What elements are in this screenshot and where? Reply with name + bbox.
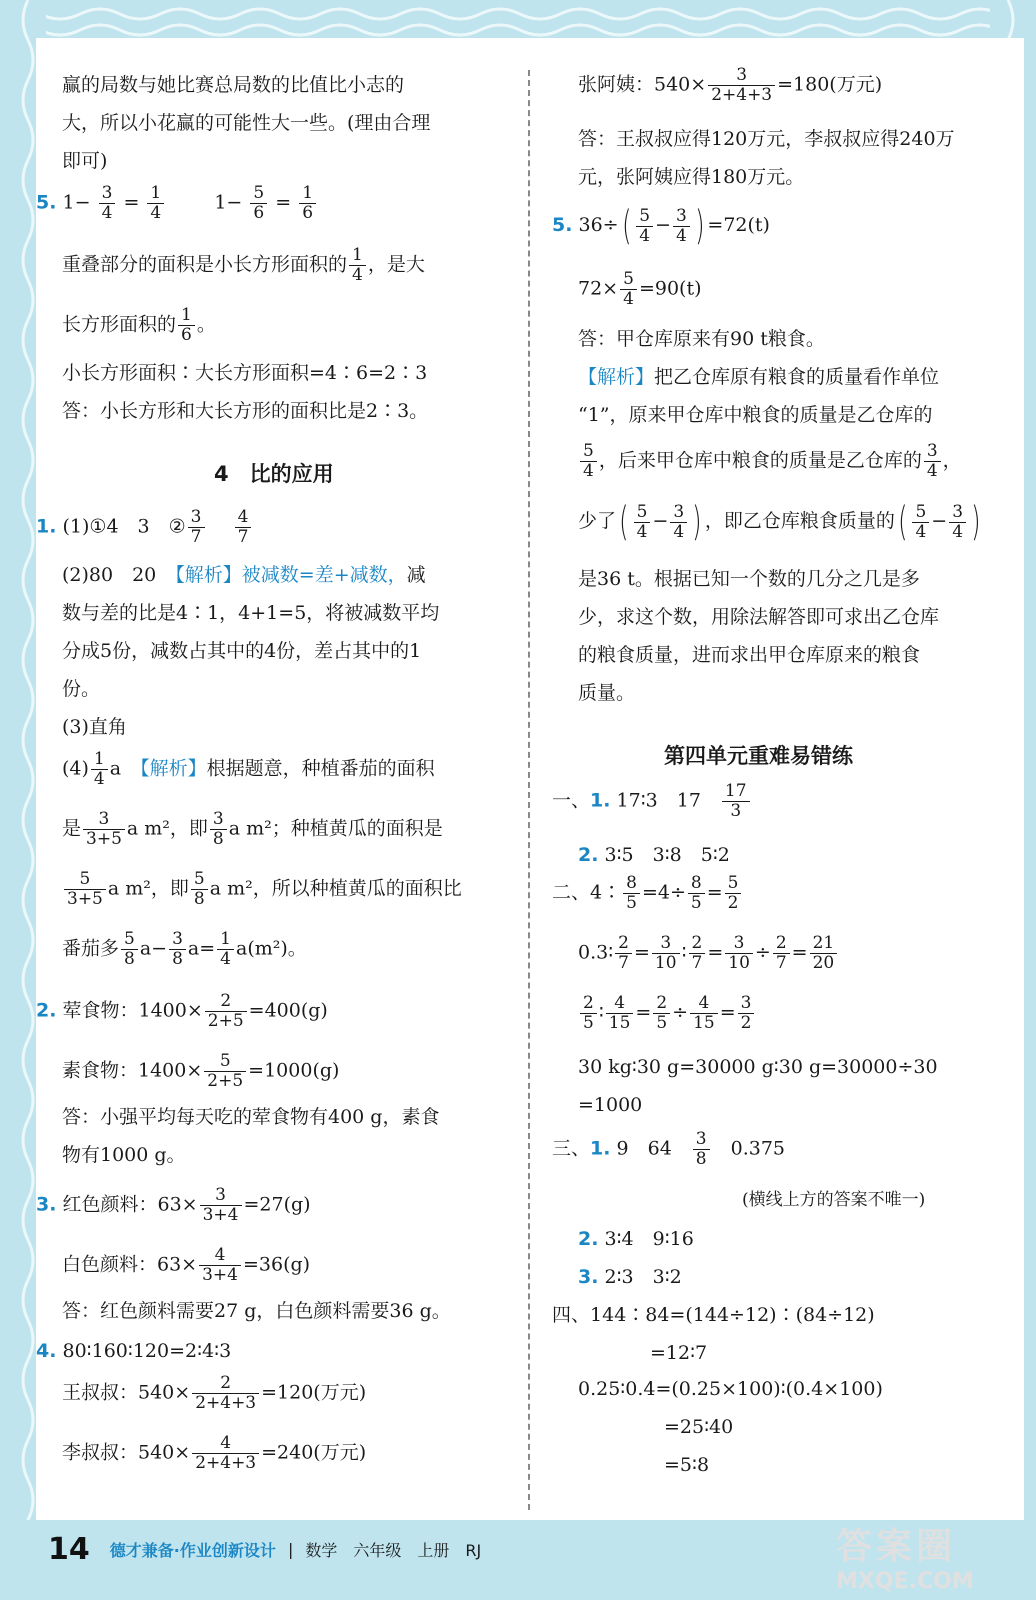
text-line: 0.3∶ $\frac{2}{7}$ = $\frac{3}{10}$ ∶ $\frac{2}{7}$ = $\frac{3}{10}$ ÷ $\frac{2}{7}$ = $\frac{21}{20}$ bbox=[578, 934, 839, 973]
text-line: 李叔叔：540× $\frac{4}{2+4+3}$ =240(万元) bbox=[62, 1433, 367, 1473]
question-number: 3. bbox=[578, 1266, 599, 1288]
fraction: $\frac{3}{8}$ bbox=[693, 1130, 710, 1169]
expr: 1− bbox=[214, 191, 243, 214]
text-line: 0.25∶0.4=(0.25×100)∶(0.4×100) bbox=[578, 1378, 883, 1400]
text-line: 是36 t。根据已知一个数的几分之几是多 bbox=[578, 568, 920, 590]
text-line: 4. 80∶160∶120=2∶4∶3 bbox=[36, 1340, 232, 1362]
text-line: 一、1. 17∶3 17 $\frac{17}{3}$ bbox=[552, 782, 752, 821]
text-line: 白色颜料：63× $\frac{4}{3+4}$ =36(g) bbox=[62, 1245, 311, 1285]
text-line: 少，求这个数，用除法解答即可求出乙仓库 bbox=[578, 606, 940, 628]
fraction: $\frac{2}{2+4+3}$ bbox=[192, 1374, 259, 1413]
page-number: 14 bbox=[48, 1532, 90, 1567]
watermark-logo bbox=[836, 1518, 1006, 1594]
expr: = bbox=[123, 191, 140, 214]
fraction: $\frac{5}{4}$ bbox=[636, 207, 653, 246]
question-number: 1. bbox=[590, 789, 611, 812]
parenthesis: ) bbox=[692, 499, 702, 545]
text-line: 三、1. 9 64 $\frac{3}{8}$ 0.375 bbox=[552, 1129, 786, 1169]
question-number: 2. bbox=[578, 844, 599, 866]
fraction: $\frac{4}{15}$ bbox=[690, 994, 718, 1033]
text-line: =5∶8 bbox=[664, 1454, 710, 1476]
text-line: (3)直角 bbox=[62, 716, 127, 738]
column-divider bbox=[528, 70, 530, 1510]
subject-info: 数学 六年级 上册 RJ bbox=[305, 1541, 482, 1560]
question-number: 4. bbox=[36, 1340, 57, 1362]
series-title: 德才兼备·作业创新设计 bbox=[109, 1541, 276, 1560]
text-line: 二、4∶ $\frac{8}{5}$ =4÷ $\frac{8}{5}$ = $\frac{5}{2}$ bbox=[552, 874, 743, 913]
question-number: 2. bbox=[578, 1228, 599, 1250]
fraction: $\frac{1}{4}$ bbox=[91, 750, 108, 789]
fraction: $\frac{3}{3+4}$ bbox=[200, 1186, 242, 1225]
text-line: 2. 3∶4 9∶16 bbox=[578, 1228, 694, 1250]
fraction: $\frac{2}{5}$ bbox=[580, 994, 597, 1033]
text-line: 的粮食质量，进而求出甲仓库原来的粮食 bbox=[578, 644, 921, 666]
question-number: 1. bbox=[590, 1137, 611, 1160]
fraction: $\frac{1}{4}$ bbox=[217, 930, 234, 969]
fraction: $\frac{4}{3+4}$ bbox=[199, 1246, 241, 1285]
fraction: $\frac{3}{10}$ bbox=[725, 934, 753, 973]
text-line: 质量。 bbox=[578, 682, 636, 704]
fraction: $\frac{2}{7}$ bbox=[773, 934, 790, 973]
text-line: 即可) bbox=[62, 150, 108, 172]
text-line: 答：红色颜料需要27 g，白色颜料需要36 g。 bbox=[62, 1300, 451, 1322]
fraction: $\frac{2}{2+5}$ bbox=[205, 992, 247, 1031]
fraction: $\frac{1}{6}$ bbox=[178, 306, 195, 345]
parenthesis: ) bbox=[694, 203, 705, 249]
text-line: 3. 红色颜料：63× $\frac{3}{3+4}$ =27(g) bbox=[36, 1185, 311, 1225]
fraction: $\frac{3}{2+4+3}$ bbox=[708, 66, 775, 105]
text-line: 大，所以小花赢的可能性大一些。(理由合理 bbox=[62, 112, 431, 134]
text-line: 答：王叔叔应得120万元，李叔叔应得240万 bbox=[578, 128, 955, 150]
text-line: 番茄多 $\frac{5}{8}$ a− $\frac{3}{8}$ a= $\frac{1}{4}$ a(m²)。 bbox=[62, 929, 307, 969]
fraction: $\frac{5}{2}$ bbox=[725, 874, 742, 913]
text-line: 分成5份，减数占其中的4份，差占其中的1 bbox=[62, 640, 422, 662]
text-line: 72× $\frac{5}{4}$ =90(t) bbox=[578, 269, 702, 309]
text-line: 张阿姨：540× $\frac{3}{2+4+3}$ =180(万元) bbox=[578, 65, 883, 105]
expr: = bbox=[275, 191, 292, 214]
text-line: 四、144∶84=(144÷12)∶(84÷12) bbox=[552, 1304, 875, 1326]
text-line: =1000 bbox=[578, 1094, 643, 1116]
fraction: $\frac{5}{2+5}$ bbox=[204, 1052, 246, 1091]
text-line: 2. 3∶5 3∶8 5∶2 bbox=[578, 844, 730, 866]
fraction: $\frac{1}{4}$ bbox=[147, 184, 164, 223]
unit-title: 第四单元重难易错练 bbox=[664, 744, 853, 768]
text-line: $\frac{2}{5}$ ∶ $\frac{4}{15}$ = $\frac{2}{5}$ ÷ $\frac{4}{15}$ = $\frac{3}{2}$ bbox=[578, 994, 756, 1033]
text-line: 答：甲仓库原来有90 t粮食。 bbox=[578, 328, 825, 350]
fraction: $\frac{5}{8}$ bbox=[191, 870, 208, 909]
text-line: 素食物：1400× $\frac{5}{2+5}$ =1000(g) bbox=[62, 1051, 340, 1091]
fraction: $\frac{3}{4}$ bbox=[99, 184, 116, 223]
question-number: 3. bbox=[36, 1193, 57, 1216]
watermark-bottom: MXQE.COM bbox=[836, 1569, 974, 1594]
text-line: 份。 bbox=[62, 678, 101, 700]
expr: 1− bbox=[62, 191, 91, 214]
analysis-tag: 【解析】 bbox=[578, 366, 655, 388]
text-line: 数与差的比是4∶1，4+1=5，将被减数平均 bbox=[62, 602, 440, 624]
fraction: $\frac{3}{8}$ bbox=[210, 810, 227, 849]
parenthesis: ( bbox=[619, 499, 629, 545]
fraction: $\frac{4}{2+4+3}$ bbox=[192, 1434, 259, 1473]
fraction: $\frac{3}{10}$ bbox=[652, 934, 680, 973]
fraction: $\frac{8}{5}$ bbox=[623, 874, 640, 913]
text-line: 重叠部分的面积是小长方形面积的 $\frac{1}{4}$ ，是大 bbox=[62, 245, 425, 285]
text-line: (4) $\frac{1}{4}$ a 【解析】根据题意，种植番茄的面积 bbox=[62, 749, 435, 789]
fraction: $\frac{3}{8}$ bbox=[169, 930, 186, 969]
watermark-top: 答案圈 bbox=[836, 1526, 957, 1567]
text-line: 30 kg∶30 g=30000 g∶30 g=30000÷30 bbox=[578, 1056, 938, 1078]
text-line: 少了( $\frac{5}{4}$ − $\frac{3}{4}$ ) ，即乙仓库粮食质量的( $\frac{5}{4}$ − $\frac{3}{4}$ ) bbox=[578, 499, 981, 545]
text-line: 1. (1)①4 3 ② $\frac{3}{7}$ $\frac{4}{7}$ bbox=[36, 508, 253, 547]
parenthesis: ( bbox=[897, 499, 908, 545]
text-line: 5. 36÷( $\frac{5}{4}$ − $\frac{3}{4}$ ) =72(t) bbox=[552, 203, 770, 249]
fraction: $\frac{5}{6}$ bbox=[250, 184, 267, 223]
text-line: 元，张阿姨应得180万元。 bbox=[578, 166, 805, 188]
fraction: $\frac{2}{7}$ bbox=[615, 934, 632, 973]
note: (横线上方的答案不唯一) bbox=[742, 1190, 926, 1210]
question-number: 5. bbox=[552, 214, 573, 236]
text-line: 小长方形面积∶大长方形面积=4∶6=2∶3 bbox=[62, 362, 428, 384]
fraction: $\frac{3}{4}$ bbox=[924, 442, 941, 481]
fraction: $\frac{2}{7}$ bbox=[689, 934, 706, 973]
fraction: $\frac{3}{3+5}$ bbox=[83, 810, 125, 849]
text-line: 答：小强平均每天吃的荤食物有400 g，素食 bbox=[62, 1106, 440, 1128]
text-line: $\frac{5}{4}$ ，后来甲仓库中粮食的质量是乙仓库的 $\frac{3}{4}$ ， bbox=[578, 442, 962, 481]
question-number: 1. bbox=[36, 515, 57, 538]
analysis-tag: 【解析】 bbox=[140, 757, 207, 780]
fraction: $\frac{21}{20}$ bbox=[810, 934, 838, 973]
fraction: $\frac{5}{8}$ bbox=[121, 930, 138, 969]
section-title: 4 比的应用 bbox=[214, 462, 334, 486]
fraction: $\frac{2}{5}$ bbox=[653, 994, 670, 1033]
text-line: =25∶40 bbox=[664, 1416, 734, 1438]
text-line: 是 $\frac{3}{3+5}$ a m²，即 $\frac{3}{8}$ a m²；种植黄瓜的面积是 bbox=[62, 809, 443, 849]
q5-equation bbox=[36, 184, 318, 223]
page-footer bbox=[48, 1532, 481, 1567]
text-line: 2. 荤食物：1400× $\frac{2}{2+5}$ =400(g) bbox=[36, 991, 328, 1031]
fraction: $\frac{1}{6}$ bbox=[299, 184, 316, 223]
fraction: $\frac{3}{4}$ bbox=[949, 503, 966, 542]
question-number: 5. bbox=[36, 191, 57, 214]
analysis-tag: 【解析】 bbox=[175, 564, 242, 586]
text-line: 王叔叔：540× $\frac{2}{2+4+3}$ =120(万元) bbox=[62, 1373, 367, 1413]
fraction: $\frac{1}{4}$ bbox=[349, 246, 366, 285]
text-line: $\frac{5}{3+5}$ a m²，即 $\frac{5}{8}$ a m²，所以种植黄瓜的面积比 bbox=[62, 870, 462, 909]
fraction: $\frac{3}{2}$ bbox=[738, 994, 755, 1033]
fraction: $\frac{17}{3}$ bbox=[722, 782, 750, 821]
fraction: $\frac{5}{4}$ bbox=[912, 503, 929, 542]
fraction: $\frac{8}{5}$ bbox=[688, 874, 705, 913]
text-line: 赢的局数与她比赛总局数的比值比小志的 bbox=[62, 74, 405, 96]
text-line: 答：小长方形和大长方形的面积比是2∶3。 bbox=[62, 400, 429, 422]
text-line: “1”，原来甲仓库中粮食的质量是乙仓库的 bbox=[578, 404, 933, 426]
fraction: $\frac{3}{4}$ bbox=[673, 207, 690, 246]
parenthesis: ( bbox=[621, 203, 632, 249]
text-line: 3. 2∶3 3∶2 bbox=[578, 1266, 682, 1288]
text-line: 物有1000 g。 bbox=[62, 1144, 186, 1166]
fraction: $\frac{5}{4}$ bbox=[580, 442, 597, 481]
parenthesis: ) bbox=[971, 499, 981, 545]
fraction: $\frac{4}{7}$ bbox=[235, 508, 252, 547]
fraction: $\frac{5}{3+5}$ bbox=[64, 870, 106, 909]
fraction: $\frac{4}{15}$ bbox=[606, 994, 634, 1033]
fraction: $\frac{3}{7}$ bbox=[188, 508, 205, 547]
text-line: =12∶7 bbox=[650, 1342, 708, 1364]
fraction: $\frac{3}{4}$ bbox=[670, 503, 687, 542]
text-line: 长方形面积的 $\frac{1}{6}$ 。 bbox=[62, 305, 216, 345]
text-line: (2)80 20 【解析】被减数=差+减数，减 bbox=[62, 564, 426, 586]
text-line: 【解析】把乙仓库原有粮食的质量看作单位 bbox=[578, 366, 940, 388]
footer-separator: | bbox=[287, 1540, 294, 1559]
question-number: 2. bbox=[36, 999, 57, 1022]
fraction: $\frac{5}{4}$ bbox=[620, 270, 637, 309]
fraction: $\frac{5}{4}$ bbox=[634, 503, 651, 542]
